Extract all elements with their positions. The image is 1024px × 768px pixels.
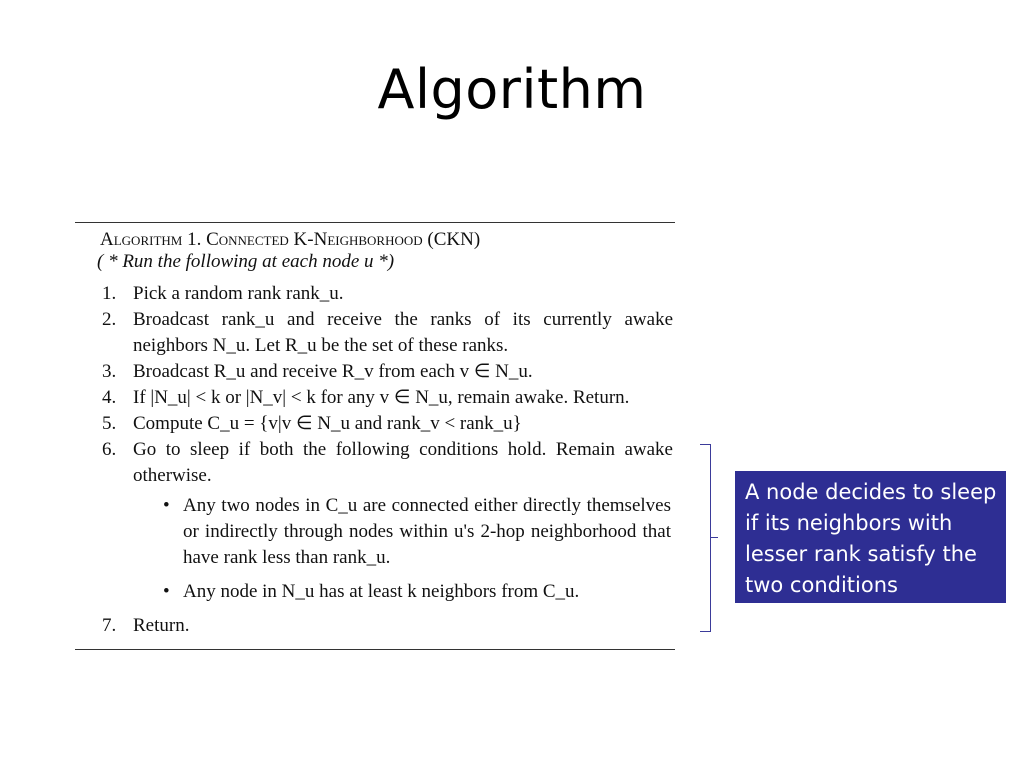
algorithm-box [75, 222, 675, 650]
step-text: Pick a random rank rank_u. [133, 283, 344, 304]
condition-item [133, 579, 673, 605]
algorithm-step [75, 385, 675, 411]
condition-item [133, 493, 673, 571]
right-brace-tip [711, 537, 718, 538]
algorithm-step [75, 281, 675, 307]
slide-title: Algorithm [377, 58, 647, 121]
condition-text: Any node in N_u has at least k neighbors from C_u. [183, 581, 580, 602]
step-text: Compute C_u = {v|v ∈ N_u and rank_v < rank_u} [133, 413, 522, 434]
step-number: 3 . [102, 359, 116, 385]
algorithm-step [75, 437, 675, 605]
bullet-icon: • [163, 495, 170, 516]
algorithm-subheading: ( * Run the following at each node u *) [97, 251, 395, 272]
step-text: Broadcast R_u and receive R_v from each v ∈ N_u. [133, 361, 533, 382]
step-number: 6 . [102, 437, 116, 463]
callout-box [735, 471, 1006, 603]
step-number: 2 . [102, 307, 116, 333]
algorithm-heading: Algorithm 1. Connected K-Neighborhood (CKN) [100, 229, 481, 250]
step-text: Go to sleep if both the following conditions hold. Remain awake otherwise. [133, 439, 673, 486]
bullet-icon: • [163, 581, 170, 602]
step-number: 1 . [102, 281, 116, 307]
algorithm-step [75, 307, 675, 359]
algorithm-step [75, 359, 675, 385]
step-text: Broadcast rank_u and receive the ranks of its currently awake neighbors N_u. Let R_u be the set of these ranks. [133, 309, 673, 356]
step-number: 7 . [102, 613, 116, 639]
condition-text: Any two nodes in C_u are connected either directly themselves or indirectly through nodes within u's 2-hop neighborhood that have rank less than rank_u. [183, 495, 671, 568]
right-brace [700, 444, 711, 632]
algorithm-step [75, 613, 675, 639]
sleep-conditions [133, 493, 673, 605]
algorithm-step [75, 411, 675, 437]
step-number: 5 . [102, 411, 116, 437]
step-number: 4 . [102, 385, 116, 411]
callout-text: A node decides to sleep if its neighbors with lesser rank satisfy the two conditions [745, 480, 997, 597]
algorithm-steps [75, 281, 675, 639]
step-text: If |N_u| < k or |N_v| < k for any v ∈ N_u, remain awake. Return. [133, 387, 630, 408]
step-text: Return. [133, 615, 190, 636]
